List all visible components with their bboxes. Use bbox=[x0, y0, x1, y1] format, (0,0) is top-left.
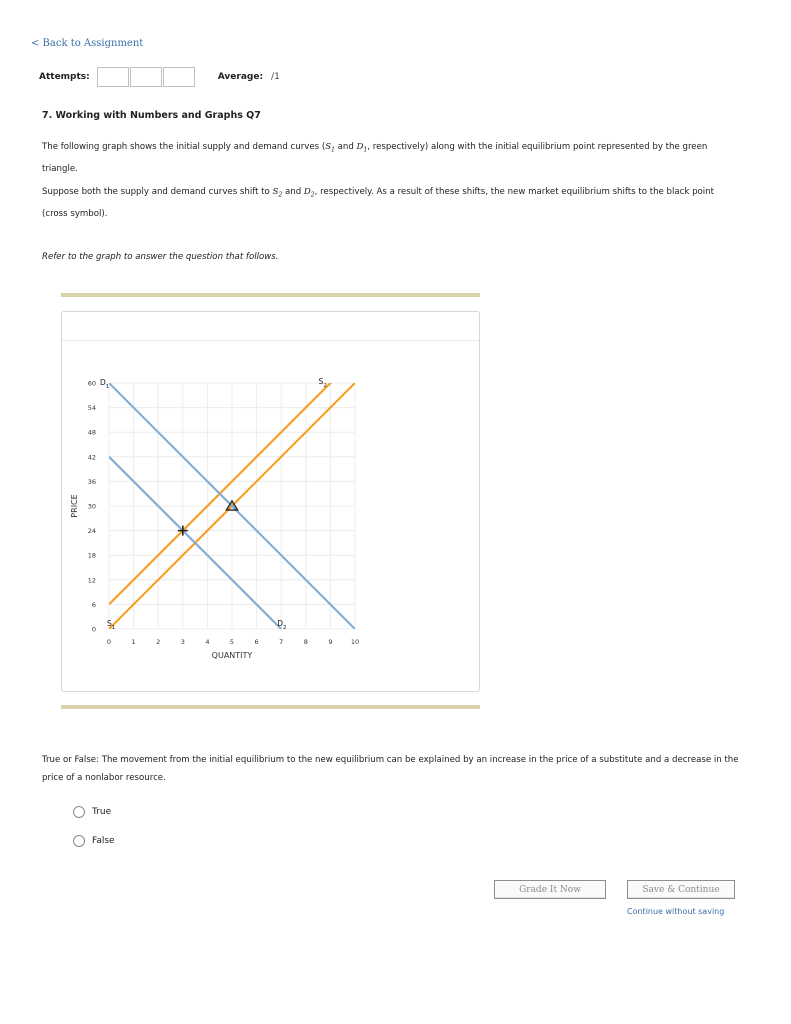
grade-it-now-button[interactable]: Grade It Now bbox=[494, 880, 606, 899]
x-tick-label: 9 bbox=[328, 638, 333, 646]
option-true-label: True bbox=[92, 807, 112, 817]
s2-symbol: $S_2$ bbox=[272, 187, 283, 199]
continue-without-saving-link[interactable]: Continue without saving bbox=[627, 907, 725, 916]
curve-label-d1: $D_1$ bbox=[100, 378, 110, 390]
option-false[interactable] bbox=[73, 835, 115, 847]
x-tick-label: 5 bbox=[229, 638, 235, 646]
option-false-label: False bbox=[92, 836, 115, 846]
attempts-label: Attempts: bbox=[39, 72, 90, 82]
y-tick-label: 36 bbox=[87, 477, 96, 486]
x-axis-title: QUANTITY bbox=[211, 651, 253, 660]
x-tick-label: 8 bbox=[303, 638, 308, 646]
y-tick-label: 54 bbox=[87, 404, 96, 413]
save-and-continue-button[interactable]: Save & Continue bbox=[627, 880, 735, 899]
s1-symbol: $S_1$ bbox=[325, 142, 335, 154]
question-prompt: True or False: The movement from the initial equilibrium to the new equilibrium can be explained by an increase in the price of a substitute and a decrease in the price of a nonlabor resource. bbox=[42, 755, 739, 783]
x-tick-label: 4 bbox=[205, 638, 210, 646]
x-tick-label: 0 bbox=[106, 638, 112, 646]
graph-bottom-rule bbox=[61, 705, 480, 709]
y-tick-label: 60 bbox=[87, 379, 96, 388]
x-tick-label: 3 bbox=[180, 638, 185, 646]
y-tick-label: 42 bbox=[87, 453, 96, 462]
intro-paragraph-1: The following graph shows the initial supply and demand curves ($S_1$ and $D_1$, respectively) along with the initial equilibrium point represented by the green triangle. bbox=[42, 142, 708, 174]
y-tick-label: 12 bbox=[87, 576, 96, 585]
average-value: /1 bbox=[271, 72, 280, 82]
y-tick-label: 18 bbox=[87, 551, 96, 560]
y-tick-label: 24 bbox=[87, 527, 96, 536]
y-tick-label: 6 bbox=[91, 600, 96, 609]
d2-symbol: $D_2$ bbox=[303, 187, 315, 199]
question-title: 7. Working with Numbers and Graphs Q7 bbox=[42, 110, 261, 121]
curve-label-s2: $S_2$ bbox=[318, 377, 327, 389]
y-tick-label: 0 bbox=[91, 625, 96, 634]
y-tick-label: 30 bbox=[87, 502, 96, 511]
y-axis-title: PRICE bbox=[70, 494, 79, 518]
option-true[interactable] bbox=[73, 806, 111, 818]
x-tick-label: 2 bbox=[156, 638, 161, 646]
average-label: Average: bbox=[217, 72, 264, 82]
radio-true[interactable] bbox=[73, 806, 85, 818]
curve-label-d2: $D_2$ bbox=[277, 619, 287, 631]
intro-paragraph-2: Suppose both the supply and demand curves shift to $S_2$ and $D_2$, respectively. As a result of these shifts, the new market equilibrium shifts to the black point (cross symbol). bbox=[42, 187, 714, 219]
y-tick-label: 48 bbox=[87, 428, 96, 437]
x-tick-label: 10 bbox=[350, 638, 360, 646]
x-tick-label: 6 bbox=[254, 638, 259, 646]
x-tick-label: 1 bbox=[131, 638, 136, 646]
refer-text: Refer to the graph to answer the question that follows. bbox=[42, 252, 279, 262]
curve-label-s1: $S_1$ bbox=[107, 619, 116, 631]
x-tick-label: 7 bbox=[279, 638, 284, 646]
d1-symbol: $D_1$ bbox=[356, 142, 368, 154]
back-to-assignment-link[interactable]: < Back to Assignment bbox=[31, 38, 144, 49]
radio-false[interactable] bbox=[73, 835, 85, 847]
